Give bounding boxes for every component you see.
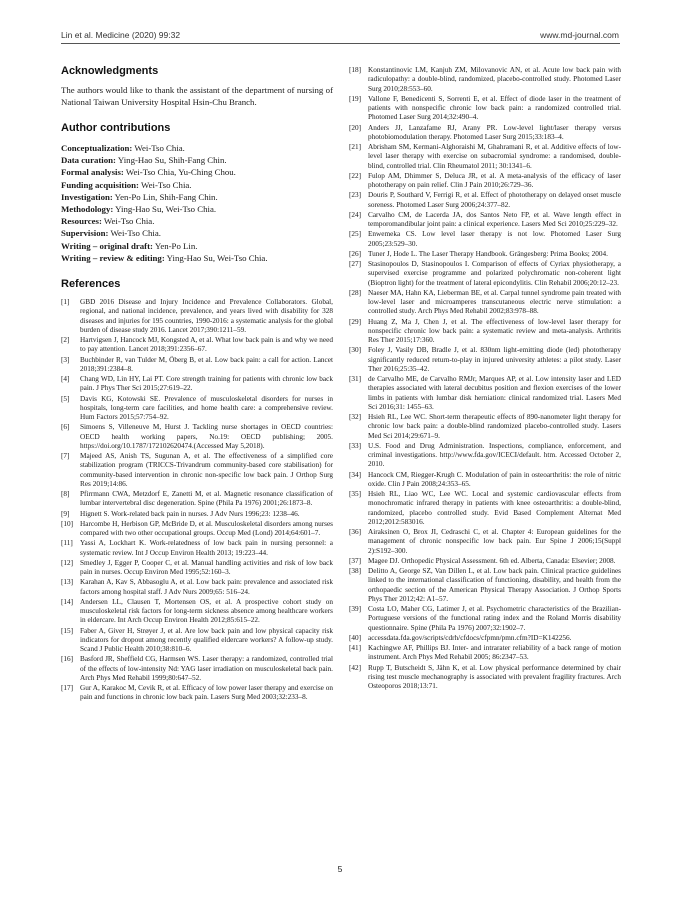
contribution-item: [61, 166, 333, 178]
reference-text: Enwemeka CS. Low level laser therapy is not low. Photomed Laser Surg 2005;23:529–30.: [368, 230, 621, 248]
contribution-role: Writing – original draft:: [61, 240, 153, 251]
reference-text: Hartvigsen J, Hancock MJ, Kongsted A, et al. What low back pain is and why we need to pay attention. Lancet 2018;391:2356–67.: [80, 336, 333, 354]
reference-number: [35]: [349, 490, 362, 498]
reference-item: [349, 346, 621, 374]
contribution-authors: Yen-Po Lin, Shih-Fang Chin.: [112, 191, 218, 202]
contribution-item: [61, 252, 333, 264]
reference-text: Vallone F, Benedicenti S, Sorrenti E, et al. Effect of diode laser in the treatment of patients with nonspecific chronic low back pain: a randomized controlled trial. Photomed Laser Surg 2014;32:490–4.: [368, 94, 621, 122]
reference-item: [61, 490, 333, 509]
contribution-role: Supervision:: [61, 228, 109, 239]
reference-text: Harcombe H, Herbison GP, McBride D, et al. Musculoskeletal disorders among nurses compared with two other occupational groups. Occup Med (Lond) 2014;64:601–7.: [80, 519, 333, 538]
reference-item: [349, 95, 621, 123]
reference-item: [349, 124, 621, 143]
contribution-item: [61, 191, 333, 203]
reference-text: Anders JJ, Lanzafame RJ, Arany PR. Low-level light/laser therapy versus photobiomodulation therapy. Photomed Laser Surg 2015;33:183–4.: [368, 123, 621, 141]
reference-item: [349, 567, 621, 604]
reference-item: [349, 375, 621, 412]
author-contributions-heading: Author contributions: [61, 122, 171, 134]
reference-number: [23]: [349, 191, 362, 200]
contribution-role: Writing – review & editing:: [61, 252, 165, 263]
reference-item: [61, 356, 333, 375]
reference-number: [32]: [349, 413, 362, 421]
reference-item: [61, 423, 333, 451]
contribution-role: Investigation:: [61, 191, 113, 202]
reference-text: Delitto A, George SZ, Van Dillen L, et al. Low back pain. Clinical practice guidelines linked to the international classification of functioning, disability, and health from the orthopaedic section of the American Physical Therapy Association. J Orthop Sports Phys Ther 2012;42: A1–57.: [368, 567, 621, 603]
reference-number: [15]: [61, 626, 74, 635]
contribution-item: [61, 142, 333, 154]
reference-number: [12]: [61, 558, 74, 567]
reference-number: [10]: [61, 519, 74, 528]
reference-number: [40]: [349, 633, 362, 642]
reference-text: Huang Z, Ma J, Chen J, et al. The effectiveness of low-level laser therapy for nonspecific chronic low back pain: a systematic review and meta-analysis. Arthritis Res Ther 2015;17:360.: [368, 317, 621, 344]
reference-number: [33]: [349, 441, 362, 450]
reference-number: [20]: [349, 123, 362, 132]
reference-item: [349, 634, 621, 643]
right-column: [349, 66, 621, 692]
reference-text: Faber A, Giver H, Strøyer J, et al. Are low back pain and low physical capacity risk indicators for dropout among recently qualified eldercare workers? A follow-up study. Scand J Public Health 2010;38:810–6.: [80, 626, 333, 654]
reference-text: Karahan A, Kav S, Abbasoglu A, et al. Low back pain: prevalence and associated risk factors among hospital staff. J Adv Nurs 2009;65: 516–24.: [80, 578, 333, 596]
author-contributions-list: [61, 142, 333, 264]
acknowledgments-heading: Acknowledgments: [61, 65, 159, 77]
running-header-citation: Lin et al. Medicine (2020) 99:32: [61, 30, 181, 40]
reference-number: [36]: [349, 528, 362, 536]
reference-item: [61, 510, 333, 519]
reference-number: [14]: [61, 597, 74, 606]
reference-item: [61, 655, 333, 683]
contribution-item: [61, 203, 333, 215]
reference-text: Hignett S. Work-related back pain in nurses. J Adv Nurs 1996;23: 1238–46.: [80, 509, 300, 518]
reference-text: Yassi A, Lockhart K. Work-relatedness of low back pain in nursing personnel: a systematic review. Int J Occup Environ Health 2013; 19:223–44.: [80, 539, 333, 557]
reference-text: Foley J, Vasily DB, Bradle J, et al. 830nm light-emitting diode (led) phototherapy significantly reduced return-to-play in injured university athletes: a pilot study. Laser Ther 2016;25:35–42.: [368, 346, 621, 373]
reference-number: [8]: [61, 490, 70, 499]
reference-text: Hsieh RL, Liao WC, Lee WC. Local and systemic cardiovascular effects from monochromatic infrared therapy in patients with knee osteoarthritis: a double-blind, randomized, placebo controlled study. Evid Based Complement Alternat Med 2012;2012:583016.: [368, 490, 621, 526]
references-list-left: [61, 298, 333, 703]
contribution-item: [61, 154, 333, 166]
reference-text: Davis KG, Kotowski SE. Prevalence of musculoskeletal disorders for nurses in hospitals, long-term care facilities, and home health care: a comprehensive review. Hum Factors 2015;57:754–92.: [80, 394, 333, 422]
reference-text: Magee DJ. Orthopedic Physical Assessment. 6th ed. Alberta, Canada: Elsevier; 2008.: [368, 556, 616, 565]
reference-item: [349, 191, 621, 210]
contribution-authors: Wei-Tso Chia, Yu-Ching Chou.: [123, 167, 236, 178]
reference-number: [4]: [61, 375, 70, 384]
reference-number: [28]: [349, 288, 362, 297]
reference-item: [61, 598, 333, 626]
reference-text: Fulop AM, Dhimmer S, Deluca JR, et al. A meta-analysis of the efficacy of laser phototherapy on pain relief. Clin J Pain 2010;26:729–36.: [368, 171, 621, 189]
reference-text: Douris P, Southard V, Ferrigi R, et al. Effect of phototherapy on delayed onset muscle soreness. Photomed Laser Surg 2006;24:377–82.: [368, 191, 621, 209]
reference-item: [349, 528, 621, 556]
contribution-item: [61, 227, 333, 239]
reference-item: [61, 395, 333, 423]
reference-item: [349, 664, 621, 692]
reference-text: Simoens S, Villeneuve M, Hurst J. Tackling nurse shortages in OECD countries: OECD health working papers, No.19: OECD publishing; 2005. https://doi.org/10.1787/172102620474.(Accessed May 5,2018).: [80, 423, 333, 450]
reference-number: [22]: [349, 171, 362, 180]
reference-text: Smedley J, Egger P, Cooper C, et al. Manual handling activities and risk of low back pain in nurses. Occup Environ Med 1995;52:160–3.: [80, 558, 333, 577]
reference-item: [349, 442, 621, 470]
reference-item: [61, 336, 333, 355]
reference-text: Gur A, Karakoc M, Cevik R, et al. Efficacy of low power laser therapy and exercise on pain and functions in chronic low back pain. Lasers Surg Med 2003;32:233–8.: [80, 684, 333, 702]
reference-text: Andersen LL, Clausen T, Mortensen OS, et al. A prospective cohort study on musculoskeletal risk factors for long-term sickness absence among healthcare workers in eldercare. Int Arch Occup Environ Health 2012;85:615–22.: [80, 597, 333, 625]
reference-number: [30]: [349, 346, 362, 355]
reference-number: [25]: [349, 230, 362, 239]
reference-text: Chang WD, Lin HY, Lai PT. Core strength training for patients with chronic low back pain. J Phys Ther Sci 2015;27:619–22.: [80, 375, 333, 393]
reference-text: Costa LO, Maher CG, Latimer J, et al. Psychometric characteristics of the Brazilian-Portuguese versions of the functional rating index and the Roland Morris disability questionnaire. Spine (Phila Pa 1976) 2007;32:1902–7.: [368, 605, 621, 632]
reference-number: [29]: [349, 317, 362, 326]
running-header-website: www.md-journal.com: [540, 30, 619, 40]
contribution-role: Conceptualization:: [61, 143, 133, 153]
reference-text: Buchbinder R, van Tulder M, Öberg B, et al. Low back pain: a call for action. Lancet 2018;391:2384–8.: [80, 355, 333, 373]
reference-text: GBD 2016 Disease and Injury Incidence and Prevalence Collaborators. Global, regional, and national incidence, prevalence, and years lived with disability for 328 diseases and injuries for 195 countries, 1990-2016: a systematic analysis for the global burden of disease study 2016. Lancet 2017;390:1211–59.: [80, 298, 333, 334]
reference-item: [349, 230, 621, 249]
reference-number: [17]: [61, 684, 74, 693]
reference-number: [1]: [61, 298, 70, 307]
reference-text: de Carvalho ME, de Carvalho RMJr, Marques AP, et al. Low intensity laser and LED therapies associated with lateral decubitus position and flexion exercises of the lower limbs in patients with lumbar disk herniation: clinical randomized trial. Lasers Med Sci 2016;31: 1455–63.: [368, 375, 621, 411]
reference-item: [349, 471, 621, 490]
reference-number: [31]: [349, 375, 362, 383]
contribution-authors: Wei-Tso Chia.: [101, 216, 155, 227]
acknowledgments-text: The authors would like to thank the assistant of the department of nursing of National Taiwan University Hospital Hsin-Chu Branch.: [61, 85, 333, 107]
reference-item: [349, 557, 621, 566]
reference-number: [13]: [61, 578, 74, 587]
reference-item: [61, 627, 333, 655]
contribution-item: [61, 240, 333, 252]
reference-item: [61, 298, 333, 335]
reference-text: Airaksinen O, Brox JI, Cedraschi C, et al. Chapter 4: European guidelines for the management of chronic nonspecific low back pain. Eur Spine J 2006;15(Suppl 2):S192–300.: [368, 528, 621, 555]
reference-text: Abrisham SM, Kermani-Alghoraishi M, Ghahramani R, et al. Additive effects of low-level laser therapy with exercise on subacromial syndrome: a randomised, double-blind, controlled trial. Clin Rheumatol 2011; 30:1341–6.: [368, 143, 621, 170]
reference-number: [21]: [349, 143, 362, 151]
reference-text: Naeser MA, Hahn KA, Lieberman BE, et al. Carpal tunnel syndrome pain treated with low-level laser and microamperes transcutaneous electric nerve stimulation: a controlled study. Arch Phys Med Rehabil 2002;83:978–88.: [368, 288, 621, 316]
header-rule: [61, 43, 620, 44]
reference-number: [19]: [349, 94, 362, 103]
reference-number: [27]: [349, 260, 362, 268]
reference-item: [61, 452, 333, 489]
reference-item: [349, 211, 621, 230]
contribution-authors: Ying-Hao Su, Shih-Fang Chin.: [115, 155, 227, 166]
reference-number: [37]: [349, 556, 362, 565]
reference-item: [61, 375, 333, 394]
reference-number: [42]: [349, 663, 362, 672]
reference-text: U.S. Food and Drug Administration. Inspections, compliance, enforcement, and criminal investigations. http://www.fda.gov/ICECI/default. htm. Accessed October 2, 2010.: [368, 441, 621, 469]
reference-item: [349, 605, 621, 633]
page-number: 5: [337, 864, 343, 874]
reference-number: [18]: [349, 66, 362, 74]
contribution-role: Formal analysis:: [61, 167, 124, 178]
reference-text: Rupp T, Butscheidt S, Jähn K, et al. Low physical performance determined by chair rising test muscle mechanography is associated with prevalent fragility fractures. Arch Osteoporos 2018;13:71.: [368, 663, 621, 690]
left-column: [61, 55, 333, 704]
contribution-item: [61, 215, 333, 227]
reference-item: [349, 289, 621, 317]
reference-item: [349, 644, 621, 663]
contribution-role: Data curation:: [61, 155, 116, 166]
contribution-role: Methodology:: [61, 204, 114, 215]
reference-item: [349, 490, 621, 527]
reference-text: Tuner J, Hode L. The Laser Therapy Handbook. Grängesberg: Prima Books; 2004.: [368, 249, 608, 258]
reference-number: [6]: [61, 423, 70, 432]
reference-number: [9]: [61, 509, 70, 518]
reference-text: Konstantinovic LM, Kanjuh ZM, Milovanovic AN, et al. Acute low back pain with radiculopathy: a double-blind, randomized, placebo-controlled study. Photomed Laser Surg 2010;28:553–60.: [368, 66, 621, 93]
reference-item: [349, 143, 621, 171]
contribution-authors: Ying-Hao Su, Wei-Tso Chia.: [164, 252, 268, 263]
reference-number: [16]: [61, 655, 74, 664]
reference-number: [2]: [61, 336, 70, 345]
reference-item: [349, 260, 621, 288]
contribution-role: Funding acquisition:: [61, 179, 139, 190]
contribution-item: [61, 179, 333, 191]
reference-item: [349, 413, 621, 441]
reference-number: [41]: [349, 644, 362, 652]
reference-text: Kachingwe AF, Phillips BJ. Inter- and intrarater reliability of a back range of motion instrument. Arch Phys Med Rehabil 2005; 86:2347–53.: [368, 644, 621, 662]
contribution-authors: Ying-Hao Su, Wei-Tso Chia.: [113, 204, 217, 215]
contribution-role: Resources:: [61, 216, 102, 227]
reference-item: [349, 318, 621, 346]
reference-number: [11]: [61, 539, 73, 548]
reference-item: [61, 578, 333, 597]
reference-number: [38]: [349, 567, 362, 575]
reference-number: [34]: [349, 470, 362, 479]
reference-number: [3]: [61, 355, 70, 364]
reference-text: accessdata.fda.gov/scripts/cdrh/cfdocs/cfpmn/pmn.cfm?ID=K142256.: [368, 633, 572, 642]
reference-item: [349, 172, 621, 191]
contribution-authors: Wei-Tso Chia.: [138, 179, 192, 190]
reference-number: [7]: [61, 452, 70, 461]
reference-item: [61, 539, 333, 558]
contribution-authors: Yen-Po Lin.: [152, 240, 198, 251]
reference-text: Basford JR, Sheffield CG, Harmsen WS. Laser therapy: a randomized, controlled trial of the effects of low-intensity Nd: YAG laser irradiation on musculoskeletal back pain. Arch Phys Med Rehabil 1999;80:647–52.: [80, 655, 333, 682]
reference-text: Hsieh RL, Lee WC. Short-term therapeutic effects of 890-nanometer light therapy for chronic low back pain: a double-blind randomized placebo-controlled study. Lasers Med Sci 2014;29:671–9.: [368, 413, 621, 440]
reference-text: Stasinopoulos D, Stasinopoulos I. Comparison of effects of Cyriax physiotherapy, a supervised exercise programme and polarized polychromatic non-coherent light (Bioptron light) for the treatment of lateral epicondylitis. Clin Rehabil 2006;20:12–23.: [368, 260, 621, 287]
reference-item: [349, 66, 621, 94]
reference-number: [26]: [349, 249, 362, 258]
reference-text: Majeed AS, Anish TS, Sugunan A, et al. The effectiveness of a simplified core stabilization program (TRICCS-Trivandrum community-based core stabilisation) for community-based intervention in chronic non-specific low back pain. J Orthop Surg Res 2019;14:86.: [80, 452, 333, 488]
references-heading: References: [61, 278, 121, 291]
contribution-authors: Wei-Tso Chia.: [132, 143, 185, 153]
reference-text: Pfirrmann CWA, Metzdorf E, Zanetti M, et al. Magnetic resonance classification of lumbar intervertebral disc degeneration. Spine (Phila Pa 1976) 2001;26:1873–8.: [80, 490, 333, 508]
reference-item: [61, 520, 333, 539]
reference-number: [24]: [349, 210, 362, 219]
reference-number: [5]: [61, 394, 70, 403]
contribution-authors: Wei-Tso Chia.: [108, 228, 161, 239]
reference-item: [349, 250, 621, 259]
reference-text: Hancock CM, Riegger-Krugh C. Modulation of pain in osteoarthritis: the role of nitric oxide. Clin J Pain 2008;24:353–65.: [368, 470, 621, 488]
reference-text: Carvalho CM, de Lacerda JA, dos Santos Neto FP, et al. Wave length effect in temporomandibular joint pain: a clinical experience. Lasers Med Sci 2010;25:229–32.: [368, 210, 621, 228]
reference-number: [39]: [349, 605, 362, 613]
reference-item: [61, 559, 333, 578]
reference-item: [61, 684, 333, 703]
references-list-right: [349, 66, 621, 691]
